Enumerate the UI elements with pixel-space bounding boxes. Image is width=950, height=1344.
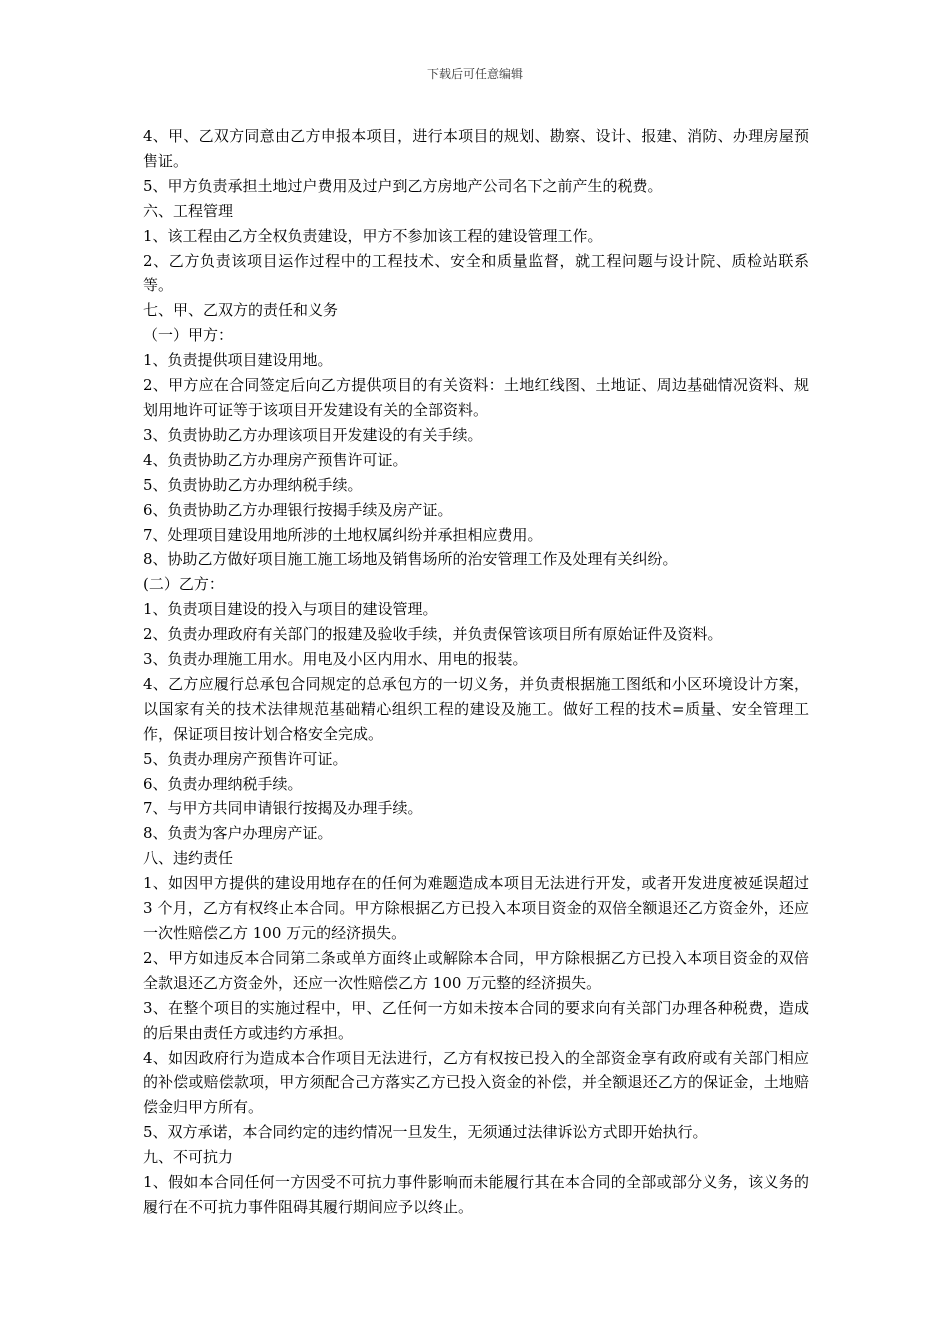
paragraph: 4、如因政府行为造成本合作项目无法进行，乙方有权按已投入的全部资金享有政府或有关部门相应的补偿或赔偿款项，甲方须配合己方落实乙方已投入资金的补偿，并全额退还乙方的保证金，土地赔偿金归甲方所有。 [143,1048,809,1117]
paragraph: 1、假如本合同任何一方因受不可抗力事件影响而未能履行其在本合同的全部或部分义务，该义务的履行在不可抗力事件阻碍其履行期间应予以终止。 [143,1173,809,1216]
paragraph: 2、乙方负责该项目运作过程中的工程技术、安全和质量监督，就工程问题与设计院、质检站联系等。 [143,251,809,295]
page-header: 下载后可任意编辑 [426,67,523,81]
paragraph: 4、甲、乙双方同意由乙方申报本项目，进行本项目的规划、勘察、设计、报建、消防、办理房屋预售证。 [143,127,809,170]
paragraph: 6、负责办理纳税手续。 [143,774,303,793]
section-heading: 六、工程管理 [143,201,234,220]
paragraph: 4、负责协助乙方办理房产预售许可证。 [143,450,408,469]
paragraph: 6、负责协助乙方办理银行按揭手续及房产证。 [143,500,453,519]
paragraph: 1、负责提供项目建设用地。 [143,351,333,370]
paragraph: 2、甲方应在合同签定后向乙方提供项目的有关资料：土地红线图、土地证、周边基础情况资料、规划用地许可证等于该项目开发建设有关的全部资料。 [143,376,809,419]
section-heading: 九、不可抗力 [143,1148,234,1167]
paragraph: 2、甲方如违反本合同第二条或单方面终止或解除本合同，甲方除根据乙方已投入本项目资金的双倍全款退还乙方资金外，还应一次性赔偿乙方 100 万元整的经济损失。 [143,948,809,992]
paragraph: 8、负责为客户办理房产证。 [143,824,333,843]
document-body [143,124,809,1220]
paragraph: 5、双方承诺，本合同约定的违约情况一旦发生，无须通过法律诉讼方式即开始执行。 [143,1123,708,1142]
paragraph: 5、甲方负责承担土地过户费用及过户到乙方房地产公司名下之前产生的税费。 [143,176,663,195]
paragraph: 8、协助乙方做好项目施工施工场地及销售场所的治安管理工作及处理有关纠纷。 [143,550,678,569]
paragraph: 1、负责项目建设的投入与项目的建设管理。 [143,600,438,619]
paragraph: 7、与甲方共同申请银行按揭及办理手续。 [143,799,423,818]
paragraph: 7、处理项目建设用地所涉的土地权属纠纷并承担相应费用。 [143,525,543,544]
paragraph: 3、负责协助乙方办理该项目开发建设的有关手续。 [143,425,483,444]
paragraph: 2、负责办理政府有关部门的报建及验收手续，并负责保管该项目所有原始证件及资料。 [143,625,723,644]
paragraph: 5、负责办理房产预售许可证。 [143,749,348,768]
paragraph: 3、在整个项目的实施过程中，甲、乙任何一方如未按本合同的要求向有关部门办理各种税费，造成的后果由责任方或违约方承担。 [143,998,809,1042]
section-heading: 七、甲、乙双方的责任和义务 [143,301,339,320]
paragraph: 1、该工程由乙方全权负责建设，甲方不参加该工程的建设管理工作。 [143,226,603,245]
paragraph: 3、负责办理施工用水。用电及小区内用水、用电的报装。 [143,650,528,669]
subsection-heading: (二）乙方： [143,575,224,594]
paragraph: 4、乙方应履行总承包合同规定的总承包方的一切义务，并负责根据施工图纸和小区环境设计方案，以国家有关的技术法律规范基础精心组织工程的建设及施工。做好工程的技术=质量、安全管理工作，保证项目按计划合格安全完成。 [143,674,809,743]
section-heading: 八、违约责任 [143,849,234,868]
paragraph: 1、如因甲方提供的建设用地存在的任何为难题造成本项目无法进行开发，或者开发进度被延误超过 3 个月，乙方有权终止本合同。甲方除根据乙方已投入本项目资金的双倍全额退还乙方资金外，还应一次性赔偿乙方 100 万元的经济损失。 [143,874,809,942]
subsection-heading: （一）甲方： [143,326,234,345]
paragraph: 5、负责协助乙方办理纳税手续。 [143,475,363,494]
